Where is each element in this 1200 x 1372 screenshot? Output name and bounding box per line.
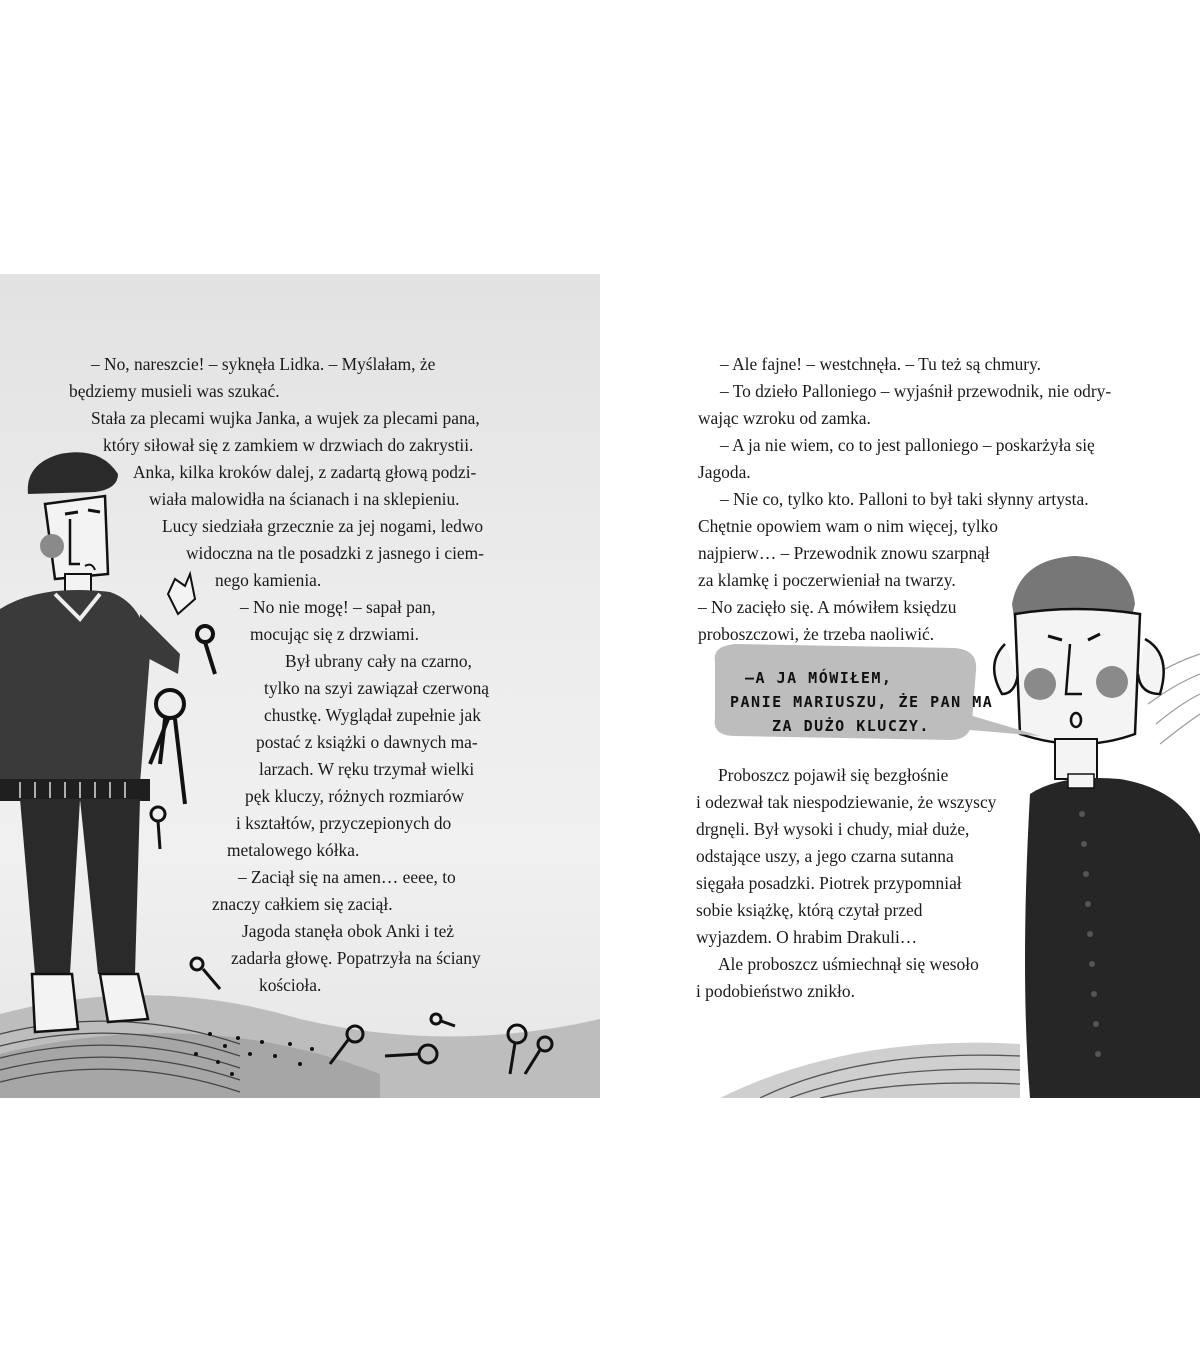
text-line: znaczy całkiem się zaciął. bbox=[212, 894, 393, 914]
text-line: Proboszcz pojawił się bezgłośnie bbox=[718, 765, 949, 785]
text-line: sobie książkę, którą czytał przed bbox=[696, 900, 923, 920]
text-line: będziemy musieli was szukać. bbox=[69, 381, 280, 401]
text-line: odstające uszy, a jego czarna sutanna bbox=[696, 846, 954, 866]
text-line: Chętnie opowiem wam o nim więcej, tylko bbox=[698, 516, 998, 536]
right-page bbox=[600, 274, 1200, 1098]
text-line: – Ale fajne! – westchnęła. – Tu też są chmury. bbox=[720, 354, 1042, 374]
text-line: – To dzieło Palloniego – wyjaśnił przewodnik, nie odry- bbox=[720, 381, 1112, 401]
text-line: najpierw… – Przewodnik znowu szarpnął bbox=[698, 543, 990, 563]
text-line: i podobieństwo znikło. bbox=[696, 981, 855, 1001]
text-line: – No zacięło się. A mówiłem księdzu bbox=[698, 597, 957, 617]
text-line: larzach. W ręku trzymał wielki bbox=[259, 759, 475, 779]
text-line: wiała malowidła na ścianach i na sklepieniu. bbox=[149, 489, 460, 509]
speech-bubble-line: –A JA MÓWIŁEM, bbox=[745, 669, 893, 687]
speech-bubble-line: PANIE MARIUSZU, ŻE PAN MA bbox=[730, 693, 994, 711]
text-line: widoczna na tle posadzki z jasnego i ciem- bbox=[186, 543, 484, 563]
text-line: Stała za plecami wujka Janka, a wujek za plecami pana, bbox=[91, 408, 480, 428]
text-line: zadarła głowę. Popatrzyła na ściany bbox=[231, 948, 481, 968]
text-line: metalowego kółka. bbox=[227, 840, 360, 860]
text-line: pęk kluczy, różnych rozmiarów bbox=[245, 786, 465, 806]
text-line: Ale proboszcz uśmiechnął się wesoło bbox=[718, 954, 979, 974]
text-line: postać z książki o dawnych ma- bbox=[256, 732, 478, 752]
text-line: – No, nareszcie! – syknęła Lidka. – Myślałam, że bbox=[91, 354, 436, 374]
text-line: – Nie co, tylko kto. Palloni to był taki słynny artysta. bbox=[720, 489, 1089, 509]
text-line: za klamkę i poczerwieniał na twarzy. bbox=[698, 570, 956, 590]
text-line: mocując się z drzwiami. bbox=[250, 624, 420, 644]
text-line: – No nie mogę! – sapał pan, bbox=[240, 597, 436, 617]
text-line: Jagoda stanęła obok Anki i też bbox=[242, 921, 455, 941]
text-line: chustkę. Wyglądał zupełnie jak bbox=[264, 705, 481, 725]
speech-bubble-line: ZA DUŻO KLUCZY. bbox=[772, 717, 930, 735]
text-line: – Zaciął się na amen… eeee, to bbox=[238, 867, 456, 887]
text-line: Był ubrany cały na czarno, bbox=[285, 651, 472, 671]
left-page bbox=[0, 274, 600, 1098]
text-line: Lucy siedziała grzecznie za jej nogami, ledwo bbox=[162, 516, 484, 536]
text-line: wyjazdem. O hrabim Drakuli… bbox=[696, 927, 918, 947]
text-line: proboszczowi, że trzeba naoliwić. bbox=[698, 624, 935, 644]
text-line: i kształtów, przyczepionych do bbox=[236, 813, 452, 833]
text-line: – A ja nie wiem, co to jest palloniego – poskarżyła się bbox=[720, 435, 1095, 455]
text-line: sięgała posadzki. Piotrek przypomniał bbox=[696, 873, 962, 893]
text-line: kościoła. bbox=[259, 975, 322, 995]
text-line: Jagoda. bbox=[698, 462, 751, 482]
text-line: Anka, kilka kroków dalej, z zadartą głową podzi- bbox=[133, 462, 477, 482]
text-line: nego kamienia. bbox=[215, 570, 322, 590]
text-line: i odezwał tak niespodziewanie, że wszyscy bbox=[696, 792, 997, 812]
text-line: drgnęli. Był wysoki i chudy, miał duże, bbox=[696, 819, 970, 839]
text-line: który siłował się z zamkiem w drzwiach do zakrystii. bbox=[103, 435, 474, 455]
text-line: tylko na szyi zawiązał czerwoną bbox=[264, 678, 489, 698]
text-line: wając wzroku od zamka. bbox=[698, 408, 871, 428]
